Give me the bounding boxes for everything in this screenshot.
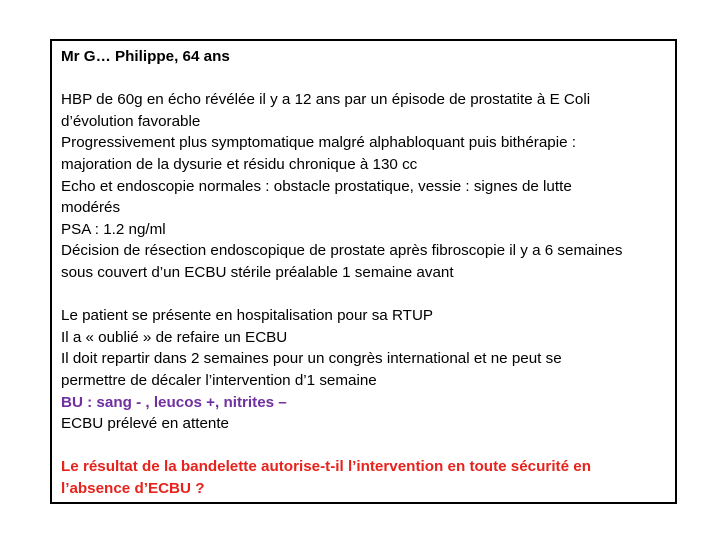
situation-line: Le patient se présente en hospitalisation pour sa RTUP (61, 307, 434, 325)
spacer (61, 284, 666, 306)
situation-section (61, 305, 666, 391)
situation-line: Il doit repartir dans 2 semaines pour un congrès international et ne peut se (61, 350, 562, 368)
history-line: Progressivement plus symptomatique malgré alphabloquant puis bithérapie : (61, 134, 576, 152)
history-line: sous couvert d’un ECBU stérile préalable 1 semaine avant (61, 263, 454, 281)
history-line: Echo et endoscopie normales : obstacle prostatique, vessie : signes de lutte (61, 177, 572, 195)
clinical-case-box (50, 39, 677, 504)
history-line: HBP de 60g en écho révélée il y a 12 ans par un épisode de prostatite à E Coli (61, 91, 591, 109)
question-line: l’absence d’ECBU ? (61, 479, 205, 497)
history-line: modérés (61, 199, 121, 217)
ecbu-status: ECBU prélevé en attente (61, 415, 230, 433)
history-line: Décision de résection endoscopique de prostate après fibroscopie il y a 6 semaines (61, 242, 623, 260)
history-line: PSA : 1.2 ng/ml (61, 220, 166, 238)
history-line: d’évolution favorable (61, 112, 201, 130)
situation-line: Il a « oublié » de refaire un ECBU (61, 328, 288, 346)
question-section (61, 456, 666, 499)
spacer (61, 68, 666, 90)
spacer (61, 435, 666, 457)
bu-result: BU : sang - , leucos +, nitrites – (61, 393, 287, 411)
patient-heading: Mr G… Philippe, 64 ans (61, 48, 230, 65)
history-section (61, 89, 666, 283)
situation-line: permettre de décaler l’intervention d’1 semaine (61, 371, 377, 389)
question-line: Le résultat de la bandelette autorise-t-il l’intervention en toute sécurité en (61, 458, 591, 476)
history-line: majoration de la dysurie et résidu chronique à 130 cc (61, 155, 418, 173)
